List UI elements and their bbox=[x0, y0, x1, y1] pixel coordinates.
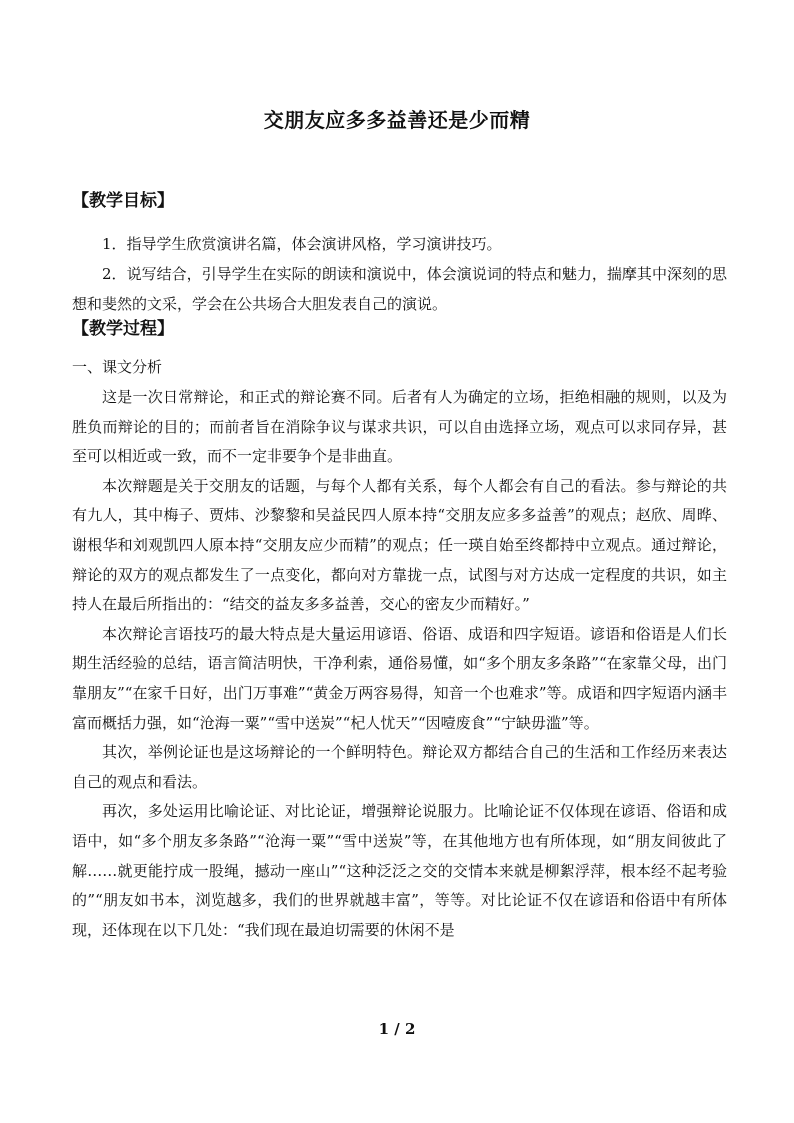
body-paragraph: 本次辩题是关于交朋友的话题，与每个人都有关系，每个人都会有自己的看法。参与辩论的共有九人，其中梅子、贾炜、沙黎黎和吴益民四人原本持“交朋友应多多益善”的观点；赵欣、周晔、谢根华和刘观凯四人原本持“交朋友应少而精”的观点；任一瑛自始至终都持中立观点。通过辩论，辩论的双方的观点都发生了一点变化，都向对方靠拢一点，试图与对方达成一定程度的共识，如主持人在最后所指出的：“结交的益友多多益善，交心的密友少而精好。” bbox=[72, 476, 727, 614]
body-paragraph: 其次，举例论证也是这场辩论的一个鲜明特色。辩论双方都结合自己的生活和工作经历来表达自己的观点和看法。 bbox=[72, 743, 727, 791]
body-paragraph: 再次，多处运用比喻论证、对比论证，增强辩论说服力。比喻论证不仅体现在谚语、俗语和成语中，如“多个朋友多条路”“沧海一粟”“雪中送炭”等，在其他地方也有所体现，如“朋友间彼此了解……就更能拧成一股绳，撼动一座山”“这种泛泛之交的交情本来就是柳絮浮萍，根本经不起考验的”“朋友如书本，浏览越多，我们的世界就越丰富”，等等。对比论证不仅在谚语和俗语中有所体现，还体现在以下几处：“我们现在最迫切需要的休闲不是 bbox=[72, 802, 727, 939]
goal-item: 2．说写结合，引导学生在实际的朗读和演说中，体会演说词的特点和魅力，揣摩其中深刻的思想和斐然的文采，学会在公共场合大胆发表自己的演说。 bbox=[72, 265, 727, 313]
page-number: 1 / 2 bbox=[378, 1020, 416, 1038]
body-paragraph: 本次辩论言语技巧的最大特点是大量运用谚语、俗语、成语和四字短语。谚语和俗语是人们长期生活经验的总结，语言简洁明快，干净利索，通俗易懂，如“多个朋友多条路”“在家靠父母，出门靠朋友”“在家千日好，出门万事难”“黄金万两容易得，知音一个也难求”等。成语和四字短语内涵丰富而概括力强，如“沧海一粟”“雪中送炭”“杞人忧天”“因噎废食”“宁缺毋滥”等。 bbox=[72, 624, 727, 732]
goals-list bbox=[72, 229, 727, 319]
goal-item: 1．指导学生欣赏演讲名篇，体会演讲风格，学习演讲技巧。 bbox=[102, 235, 502, 253]
document-title: 交朋友应多多益善还是少而精 bbox=[263, 108, 531, 132]
body-text bbox=[72, 383, 727, 945]
goals-heading: 【教学目标】 bbox=[72, 191, 174, 211]
body-paragraph: 这是一次日常辩论，和正式的辩论赛不同。后者有人为确定的立场，拒绝相融的规则，以及为胜负而辩论的目的；而前者旨在消除争议与谋求共识，可以自由选择立场，观点可以求同存异，甚至可以相近或一致，而不一定非要争个是非曲直。 bbox=[72, 388, 727, 466]
section-label: 一、课文分析 bbox=[72, 358, 163, 376]
process-heading: 【教学过程】 bbox=[72, 319, 174, 339]
